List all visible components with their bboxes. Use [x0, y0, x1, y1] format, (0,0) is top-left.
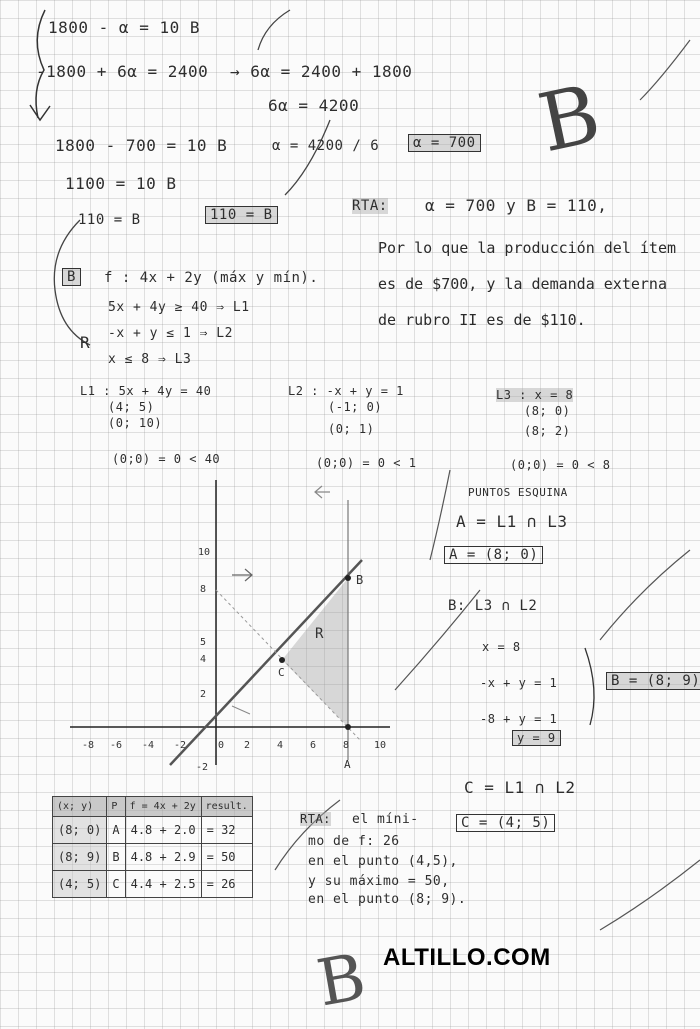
corner-c-definition: C = L1 ∩ L2	[464, 778, 576, 797]
svg-text:4: 4	[277, 740, 284, 751]
svg-text:2: 2	[200, 689, 207, 700]
header-p: P	[107, 797, 125, 817]
corner-b-definition: B: L3 ∩ L2	[448, 598, 538, 614]
l1-point-1: (4; 5)	[108, 400, 155, 414]
beta-calc: 110 = B	[78, 212, 141, 228]
grade-mark: B	[530, 66, 609, 171]
l1-test: (0;0) = 0 < 40	[112, 452, 221, 466]
objective-function: f : 4x + 2y (máx y mín).	[104, 270, 319, 286]
grade-mark-bottom: B	[311, 940, 372, 1022]
svg-text:4: 4	[200, 654, 207, 665]
l2-point-2: (0; 1)	[328, 422, 375, 436]
l2-test: (0;0) = 0 < 1	[316, 456, 417, 470]
l1-point-2: (0; 10)	[108, 416, 163, 430]
x-tick-labels	[82, 740, 386, 751]
svg-text:10: 10	[374, 740, 387, 751]
header-f: f = 4x + 2y	[125, 797, 201, 817]
l3-point-2: (8; 2)	[524, 424, 571, 438]
point-c-label: C	[278, 666, 285, 679]
svg-text:10: 10	[198, 547, 211, 558]
point-a-dot	[345, 724, 351, 730]
point-b-label: B	[356, 573, 364, 587]
alpha-result-box: α = 700	[408, 134, 481, 152]
svg-text:2: 2	[244, 740, 251, 751]
rta-label-2: RTA:	[300, 812, 331, 826]
part-label: B	[62, 268, 81, 286]
feasible-region-graph	[60, 470, 400, 770]
rta2-line-5: en el punto (8; 9).	[308, 892, 467, 907]
l2-equation: L2 : -x + y = 1	[288, 384, 404, 398]
constraint-1: 5x + 4y ≥ 40 ⇒ L1	[108, 300, 250, 315]
corner-a-value: A = (8; 0)	[444, 546, 543, 564]
point-a-label: A	[344, 758, 351, 770]
arrow-icon	[232, 569, 252, 581]
region-label-r: R	[80, 333, 91, 352]
l3-test: (0;0) = 0 < 8	[510, 458, 611, 472]
arrow-icon	[232, 706, 250, 714]
rta2-line-2: mo de f: 26	[308, 834, 400, 849]
l1-equation: L1 : 5x + 4y = 40	[80, 384, 212, 398]
arrow-icon	[315, 486, 330, 498]
results-table	[52, 796, 253, 898]
rta2-line-1: el míni-	[352, 812, 419, 827]
rta2-line-4: y su máximo = 50,	[308, 874, 450, 889]
header-result: result.	[201, 797, 252, 817]
constraint-2: -x + y ≤ 1 ⇒ L2	[108, 326, 233, 341]
system-step-1: → 6α = 2400 + 1800	[230, 62, 413, 81]
svg-text:-6: -6	[110, 740, 123, 751]
system-line-1: 1800 - α = 10 B	[48, 18, 200, 37]
svg-text:-4: -4	[142, 740, 155, 751]
svg-text:-8: -8	[82, 740, 95, 751]
region-label: R	[315, 626, 324, 642]
rta-label-1: RTA:	[352, 198, 388, 214]
rta-main-1: α = 700 y B = 110,	[425, 196, 608, 215]
svg-text:6: 6	[310, 740, 317, 751]
constraint-3: x ≤ 8 ⇒ L3	[108, 352, 192, 367]
corners-title: PUNTOS ESQUINA	[468, 486, 568, 499]
point-c-dot	[279, 657, 285, 663]
l2-point-1: (-1; 0)	[328, 400, 383, 414]
svg-text:8: 8	[200, 584, 207, 595]
beta-result-box: 110 = B	[205, 206, 278, 224]
site-watermark: ALTILLO.COM	[383, 944, 551, 971]
corner-b-system-3: -8 + y = 1	[480, 712, 558, 726]
svg-text:-2: -2	[174, 740, 187, 751]
rta-text-1: Por lo que la producción del ítem es de $700, y la demanda externa de rubro II es de $110.	[378, 239, 677, 329]
svg-text:-2: -2	[196, 762, 209, 770]
table-row: (8; 9) B 4.8 + 2.9 = 50	[53, 844, 253, 871]
table-header-row	[53, 797, 253, 817]
table-row: (8; 0) A 4.8 + 2.0 = 32	[53, 817, 253, 844]
system-line-3: 1800 - 700 = 10 B	[55, 136, 228, 155]
l3-point-1: (8; 0)	[524, 404, 571, 418]
corner-b-system-1: x = 8	[482, 640, 521, 654]
system-line-4: 1100 = 10 B	[65, 174, 177, 193]
corner-b-system-4: y = 9	[512, 730, 561, 746]
point-b-dot	[345, 575, 351, 581]
corner-b-system-2: -x + y = 1	[480, 676, 558, 690]
header-xy: (x; y)	[53, 797, 107, 817]
table-row: (4; 5) C 4.4 + 2.5 = 26	[53, 871, 253, 898]
svg-text:0: 0	[218, 740, 225, 751]
corner-a-definition: A = L1 ∩ L3	[456, 512, 568, 531]
region-r	[282, 578, 348, 727]
l3-equation: L3 : x = 8	[496, 388, 574, 402]
svg-text:8: 8	[343, 740, 350, 751]
alpha-calc: α = 4200 / 6	[272, 138, 380, 154]
corner-c-value: C = (4; 5)	[456, 814, 555, 832]
rta2-line-3: en el punto (4,5),	[308, 854, 458, 869]
system-step-2: 6α = 4200	[268, 96, 360, 115]
svg-text:5: 5	[200, 637, 207, 648]
corner-b-value: B = (8; 9)	[606, 672, 700, 690]
system-line-2: -1800 + 6α = 2400	[36, 62, 209, 81]
